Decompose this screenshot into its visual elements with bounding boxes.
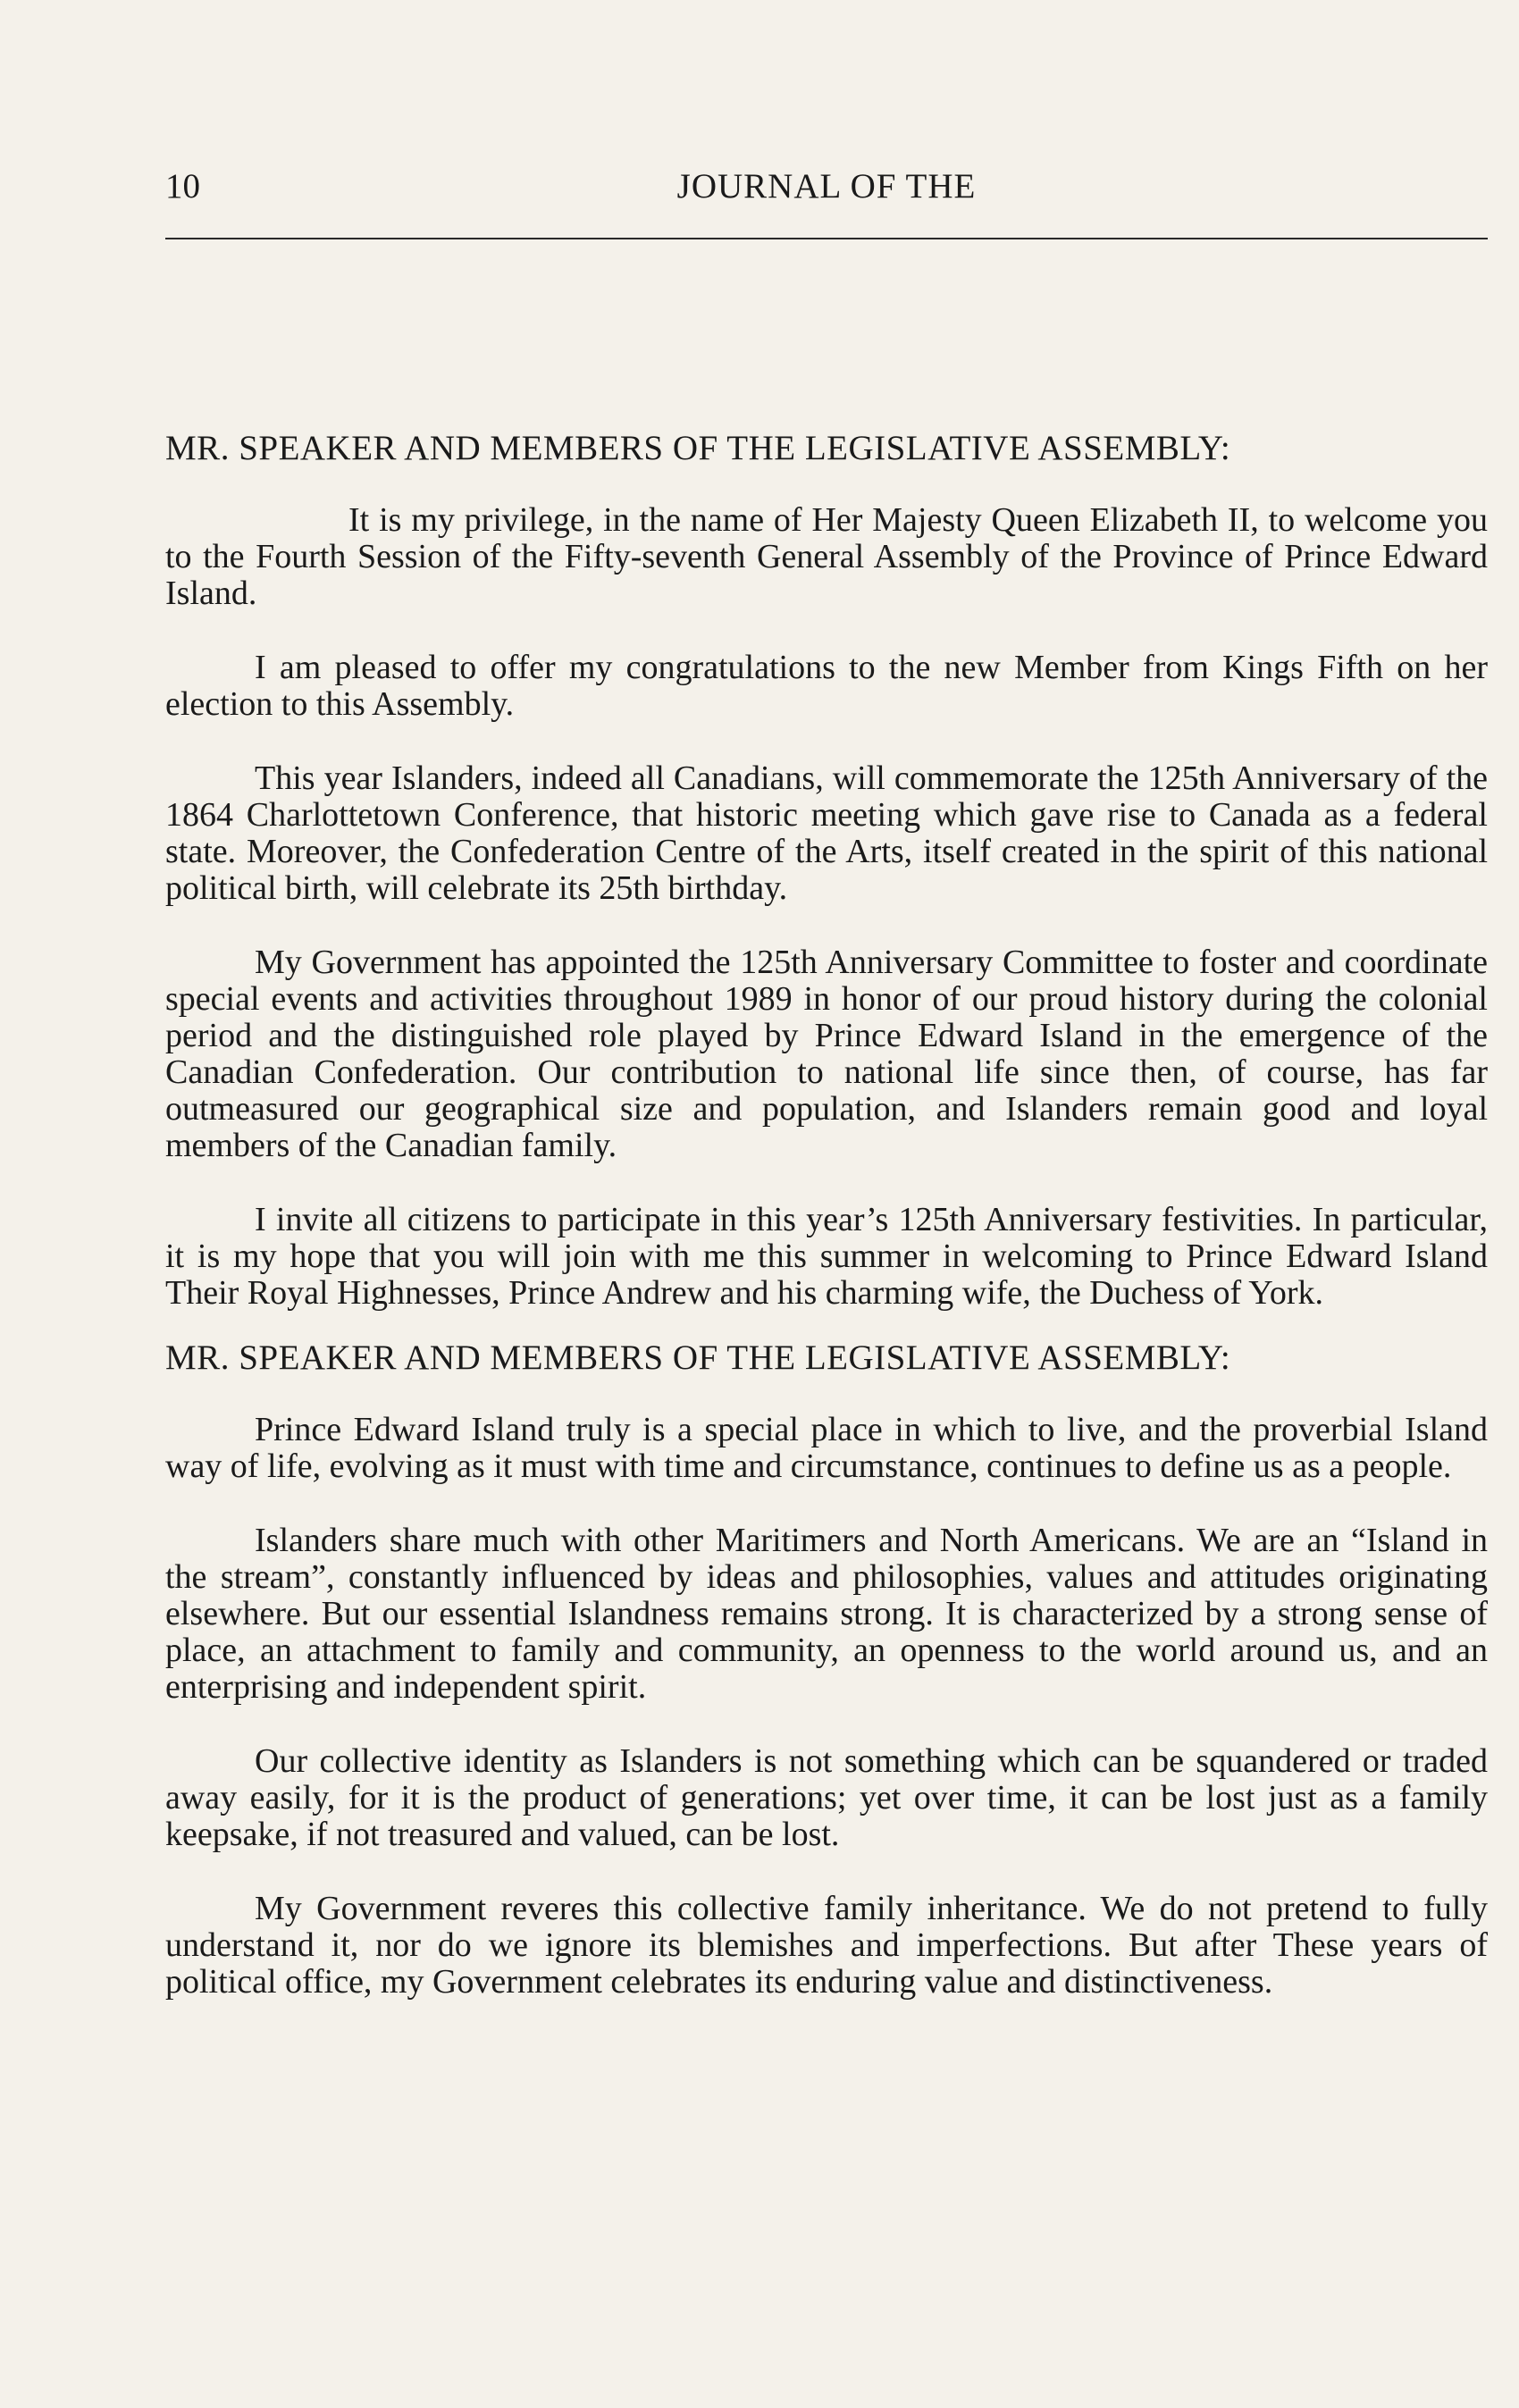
speech-section-1 [165, 427, 1488, 1349]
paragraph: I invite all citizens to participate in this year’s 125th Anniversary festivities. In particular, it is my hope that you will join with me this summer in welcoming to Prince Edward Island Their Royal Highnesses, Prince Andrew and his charming wife, the Duchess of York. [165, 1201, 1488, 1312]
paragraph: Our collective identity as Islanders is not something which can be squandered or traded away easily, for it is the product of generations; yet over time, it can be lost just as a family keepsake, if not treasured and valued, can be lost. [165, 1742, 1488, 1853]
paragraph: My Government reveres this collective family inheritance. We do not pretend to fully understand it, nor do we ignore its blemishes and imperfections. But after These years of political office, my Government celebrates its enduring value and distinctiveness. [165, 1890, 1488, 2001]
journal-title: JOURNAL OF THE [676, 167, 977, 206]
section-heading: MR. SPEAKER AND MEMBERS OF THE LEGISLATIVE ASSEMBLY: [165, 1338, 1231, 1377]
paragraph: This year Islanders, indeed all Canadians, will commemorate the 125th Anniversary of the 1864 Charlottetown Conference, that historic meeting which gave rise to Canada as a federal state. Moreover, the Confederation Centre of the Arts, itself created in the spirit of this national political birth, will celebrate its 25th birthday. [165, 759, 1488, 907]
speech-section-2 [165, 1337, 1488, 2038]
section-heading: MR. SPEAKER AND MEMBERS OF THE LEGISLATIVE ASSEMBLY: [165, 429, 1231, 467]
document-page [165, 0, 1488, 2408]
header-rule [165, 238, 1488, 239]
running-head [165, 166, 1488, 211]
paragraph: Islanders share much with other Maritimers and North Americans. We are an “Island in the stream”, constantly influenced by ideas and philosophies, values and attitudes originating elsewhere. But our essential Islandness remains strong. It is characterized by a strong sense of place, an attachment to family and community, an openness to the world around us, and an enterprising and independent spirit. [165, 1522, 1488, 1706]
paragraph: Prince Edward Island truly is a special place in which to live, and the proverbial Island way of life, evolving as it must with time and circumstance, continues to define us as a people. [165, 1411, 1488, 1485]
paragraph: My Government has appointed the 125th Anniversary Committee to foster and coordinate special events and activities throughout 1989 in honor of our proud history during the colonial period and the distinguished role played by Prince Edward Island in the emergence of the Canadian Confederation. Our contribution to national life since then, of course, has far outmeasured our geographical size and population, and Islanders remain good and loyal members of the Canadian family. [165, 944, 1488, 1164]
page-number: 10 [165, 167, 200, 206]
paragraph: I am pleased to offer my congratulations to the new Member from Kings Fifth on her election to this Assembly. [165, 649, 1488, 723]
paragraph: It is my privilege, in the name of Her Majesty Queen Elizabeth II, to welcome you to the Fourth Session of the Fifty-seventh General Assembly of the Province of Prince Edward Island. [165, 501, 1488, 612]
